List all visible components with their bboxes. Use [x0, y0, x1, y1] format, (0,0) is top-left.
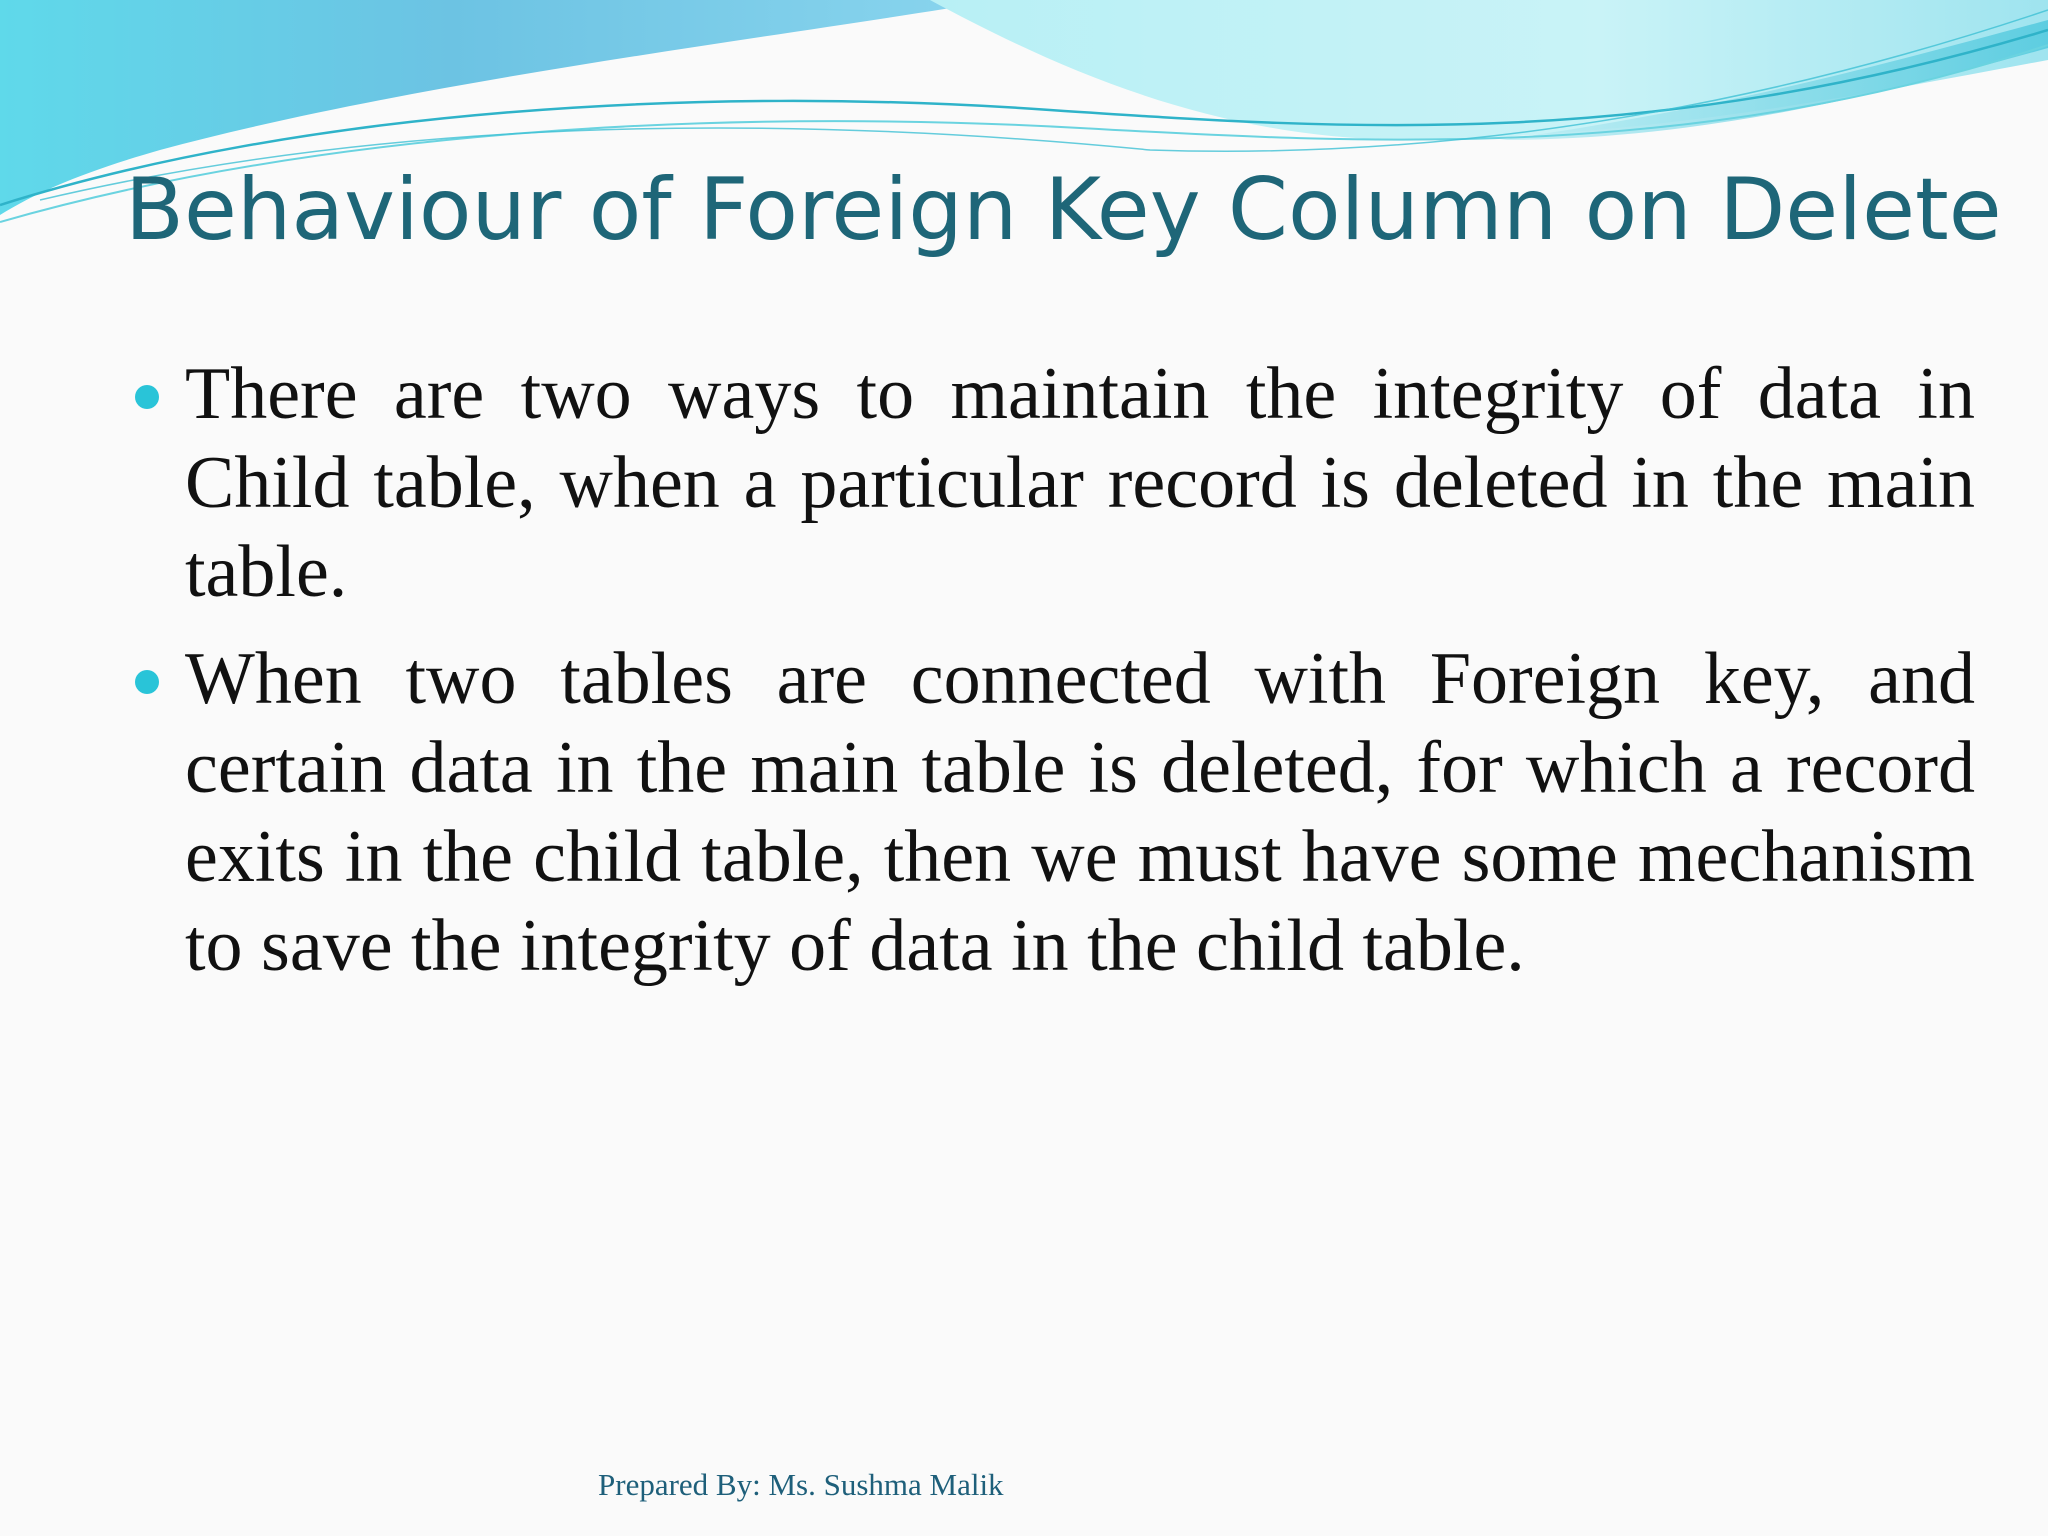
bullet-item — [125, 350, 1975, 617]
bullet-list — [125, 350, 1975, 1009]
slide-footer: Prepared By: Ms. Sushma Malik — [598, 1467, 1004, 1502]
bullet-text: When two tables are connected with Foreign key, and certain data in the main table is deleted, for which a record exits in the child table, then we must have some mechanism to save the integrity of data in the child table. — [185, 638, 1975, 987]
slide-title: Behaviour of Foreign Key Column on Delete — [125, 160, 2002, 260]
bullet-item — [125, 635, 1975, 991]
bullet-dot-icon — [135, 385, 159, 409]
bullet-dot-icon — [135, 670, 159, 694]
bullet-text: There are two ways to maintain the integrity of data in Child table, when a particular record is deleted in the main table. — [185, 353, 1975, 613]
